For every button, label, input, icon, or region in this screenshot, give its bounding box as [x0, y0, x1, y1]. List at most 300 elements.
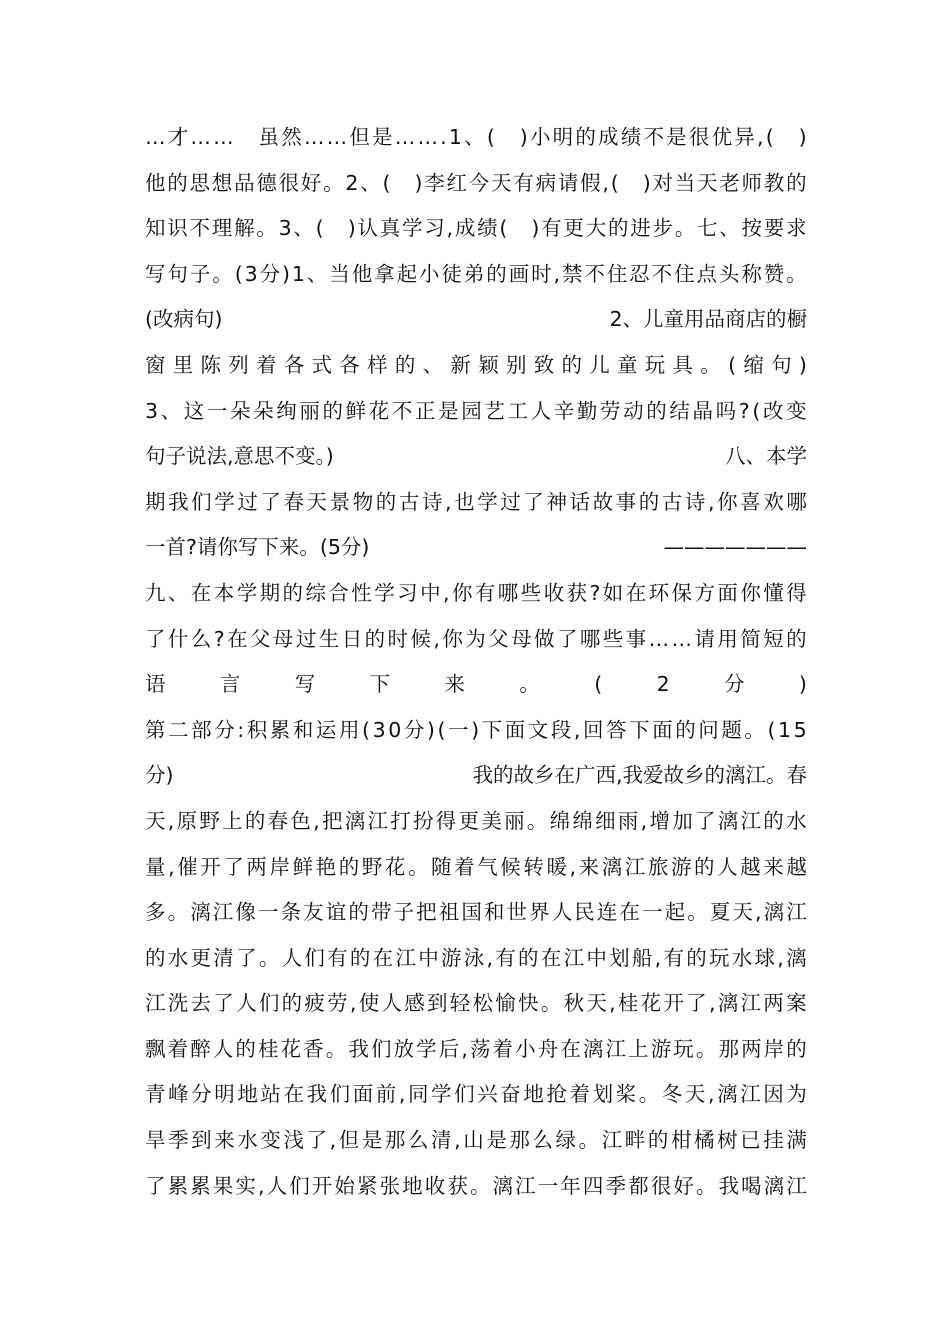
- text-char: 致: [533, 352, 555, 377]
- text-char: 品: [234, 170, 255, 195]
- text-char: 了: [236, 945, 257, 970]
- text-char: 着: [167, 1036, 189, 1061]
- text-char: 句: [167, 261, 188, 286]
- text-char: 江: [605, 1036, 626, 1061]
- text-char: 那: [718, 1036, 739, 1061]
- text-char: 艺: [484, 398, 505, 423]
- text-char: 旱: [145, 1128, 166, 1153]
- text-char: 江: [515, 1173, 536, 1198]
- text-char: ,: [756, 125, 764, 149]
- text-char: 地: [523, 1082, 544, 1107]
- text-char: 2: [345, 170, 359, 195]
- text-char: 江: [740, 808, 762, 833]
- text-line: [145, 161, 807, 207]
- text-char: 。: [695, 1173, 717, 1198]
- text-char: 江: [212, 900, 234, 925]
- text-char: 本: [213, 580, 235, 605]
- text-char: 他: [145, 170, 166, 195]
- text-char: 冬: [661, 1082, 683, 1107]
- text-char: 变: [260, 1128, 281, 1153]
- text-char: ,: [168, 854, 175, 879]
- text-char: 开: [663, 991, 684, 1016]
- text-char: 。: [526, 808, 548, 833]
- text-line: [145, 1027, 807, 1073]
- text-char: 住: [606, 261, 628, 286]
- text-char: 异: [734, 125, 755, 149]
- text-char: 面: [504, 717, 526, 742]
- text-char: 感: [404, 991, 425, 1016]
- text-char: 友: [303, 900, 324, 925]
- text-char: 物: [352, 489, 374, 514]
- text-char: 为: [786, 1082, 807, 1107]
- text-char: 、: [293, 216, 314, 241]
- text-char: 劳: [327, 991, 348, 1016]
- text-char: 水: [167, 945, 189, 970]
- text-char: 的: [561, 352, 582, 377]
- text-char: 园: [461, 398, 482, 423]
- text-segment: 句子说法,意思不变。): [145, 444, 334, 469]
- text-char: 言: [219, 672, 241, 697]
- text-char: 。: [786, 261, 807, 286]
- text-char: 解: [234, 216, 255, 241]
- text-char: 同: [407, 1082, 429, 1107]
- text-char: ,: [257, 1173, 265, 1198]
- text-char: 事: [615, 489, 637, 514]
- text-char: 花: [368, 398, 390, 423]
- text-char: 两: [741, 1036, 762, 1061]
- text-char: 后: [438, 1036, 460, 1061]
- text-char: [776, 115, 797, 161]
- text-char: 小: [419, 261, 440, 286]
- text-char: 绩: [477, 216, 498, 241]
- text-char: 去: [190, 991, 212, 1016]
- text-char: 大: [585, 216, 607, 241]
- text-char: 九: [145, 580, 166, 605]
- text-char: 童: [617, 352, 638, 377]
- text-char: 了: [556, 626, 578, 651]
- text-char: 那: [509, 1128, 530, 1153]
- text-char: …: [213, 125, 234, 149]
- text-char: 人: [266, 1173, 288, 1198]
- text-char: 认: [357, 216, 378, 241]
- text-char: 但: [349, 125, 370, 149]
- text-char: 简: [740, 626, 761, 651]
- text-char: 。: [407, 854, 429, 879]
- text-char: 民: [574, 900, 595, 925]
- text-char: 母: [272, 626, 294, 651]
- text-char: 明: [552, 125, 574, 149]
- text-char: 绵: [549, 808, 571, 833]
- text-char: 了: [145, 1173, 166, 1198]
- text-char: 要: [763, 216, 785, 241]
- text-char: 的: [646, 398, 667, 423]
- text-char: 综: [305, 580, 326, 605]
- text-char: 地: [402, 1173, 423, 1198]
- text-char: 的: [638, 489, 660, 514]
- text-char: 量: [145, 854, 166, 879]
- text-char: 勤: [576, 398, 598, 423]
- text-char: 些: [520, 580, 542, 605]
- text-char: 获: [566, 580, 588, 605]
- text-char: 都: [628, 1173, 649, 1198]
- text-segment: 一首?请你写下来。(5分): [145, 535, 370, 560]
- text-char: 岸: [269, 854, 290, 879]
- text-char: 父: [488, 626, 509, 651]
- text-char: 玩: [673, 1036, 694, 1061]
- text-char: 各: [283, 352, 305, 377]
- text-line: [145, 1118, 807, 1164]
- text-char: 当: [329, 261, 350, 286]
- text-char: 和: [292, 717, 314, 742]
- text-line: [145, 753, 807, 799]
- text-char: 生: [318, 626, 340, 651]
- text-char: 变: [786, 398, 807, 423]
- text-char: 话: [569, 489, 591, 514]
- text-char: 收: [543, 580, 565, 605]
- text-char: 学: [431, 1082, 452, 1107]
- text-char: 来: [444, 672, 465, 697]
- text-char: 候: [410, 626, 431, 651]
- text-char: ,: [313, 808, 320, 833]
- text-char: 色: [290, 808, 311, 833]
- text-char: 紧: [356, 1173, 378, 1198]
- text-char: 好: [300, 170, 322, 195]
- text-char: 的: [575, 125, 596, 149]
- text-char: 0: [388, 717, 402, 742]
- text-char: 旅: [647, 854, 669, 879]
- text-segment: 八、本学: [725, 444, 807, 469]
- text-char: (: [610, 170, 619, 195]
- text-char: 一: [448, 717, 469, 742]
- text-char: 船: [631, 945, 653, 970]
- text-line: [145, 252, 807, 298]
- text-char: 们: [289, 1173, 310, 1198]
- text-char: 春: [283, 489, 304, 514]
- text-char: 过: [295, 626, 317, 651]
- text-char: 分: [214, 717, 235, 742]
- text-char: 丽: [299, 398, 320, 423]
- text-char: 拿: [374, 261, 395, 286]
- text-char: 子: [189, 261, 211, 286]
- text-char: 缩: [743, 352, 764, 377]
- text-char: (: [382, 170, 391, 195]
- text-char: [620, 161, 641, 207]
- text-char: 求: [786, 216, 807, 241]
- text-char: 病: [535, 170, 557, 195]
- text-char: 花: [640, 991, 662, 1016]
- text-segment: 我的故乡在广西,我爱故乡的漓江。春: [472, 763, 807, 788]
- text-char: [236, 115, 257, 161]
- text-char: 积: [246, 717, 268, 742]
- text-char: 小: [529, 125, 551, 149]
- text-char: 点: [696, 261, 718, 286]
- text-char: 古: [398, 489, 420, 514]
- text-char: 划: [592, 1082, 614, 1107]
- text-char: 赞: [763, 261, 785, 286]
- text-char: 里: [172, 352, 194, 377]
- text-char: 朵: [253, 398, 274, 423]
- text-char: 中: [418, 945, 439, 970]
- text-char: 诗: [684, 489, 706, 514]
- text-char: 辛: [553, 398, 575, 423]
- text-char: 头: [718, 261, 740, 286]
- text-line: [145, 206, 807, 252]
- text-char: 虽: [258, 125, 280, 149]
- text-char: 在: [372, 945, 394, 970]
- text-char: 们: [191, 489, 212, 514]
- text-char: 。: [323, 170, 344, 195]
- text-char: 那: [384, 1128, 406, 1153]
- text-char: 人: [530, 398, 552, 423]
- text-char: 游: [650, 1036, 672, 1061]
- text-char: 称: [741, 261, 762, 286]
- text-char: 漓: [717, 808, 739, 833]
- text-char: 新: [450, 352, 471, 377]
- text-char: 晶: [692, 398, 714, 423]
- text-char: 时: [387, 626, 409, 651]
- text-char: (: [486, 125, 495, 149]
- text-char: 绩: [620, 125, 642, 149]
- text-char: 野: [361, 854, 383, 879]
- text-char: 打: [390, 808, 411, 833]
- text-char: 泳: [463, 945, 485, 970]
- text-char: 徒: [441, 261, 462, 286]
- text-char: 把: [321, 808, 343, 833]
- text-char: 。: [325, 1036, 347, 1061]
- text-char: 子: [393, 900, 415, 925]
- text-char: 两: [763, 991, 784, 1016]
- text-char: 我: [718, 1173, 739, 1198]
- text-char: 起: [664, 900, 686, 925]
- text-char: 用: [717, 626, 738, 651]
- text-char: 的: [763, 808, 784, 833]
- text-char: 句: [771, 352, 792, 377]
- text-char: 转: [523, 854, 544, 879]
- text-line: [145, 1164, 807, 1210]
- text-char: 。: [256, 216, 277, 241]
- text-char: …: [190, 125, 211, 149]
- text-char: ,: [708, 991, 716, 1016]
- text-char: ): [471, 717, 480, 742]
- text-char: ,: [433, 626, 440, 651]
- text-char: 3: [145, 398, 159, 423]
- text-char: 面: [352, 1082, 374, 1107]
- text-char: 有: [474, 580, 496, 605]
- text-char: 的: [364, 626, 386, 651]
- text-char: 桂: [257, 1036, 279, 1061]
- text-char: 的: [282, 580, 304, 605]
- text-char: 在: [625, 580, 647, 605]
- text-char: 的: [647, 1128, 669, 1153]
- text-char: 不: [643, 125, 664, 149]
- text-char: 使: [358, 991, 380, 1016]
- text-char: 合: [328, 580, 349, 605]
- text-char: 挂: [763, 1128, 784, 1153]
- text-char: [392, 161, 413, 207]
- text-char: 有: [327, 945, 348, 970]
- text-char: 懂: [763, 580, 784, 605]
- text-char: 飘: [145, 1036, 166, 1061]
- text-char: 天: [586, 991, 607, 1016]
- text-char: 1: [448, 125, 462, 149]
- text-char: 成: [454, 216, 476, 241]
- text-char: 天: [491, 170, 512, 195]
- text-char: (: [728, 352, 737, 377]
- text-char: 习: [397, 580, 418, 605]
- text-char: 江: [367, 808, 388, 833]
- text-char: 把: [416, 900, 437, 925]
- text-char: 。: [638, 1082, 660, 1107]
- text-char: 了: [145, 626, 166, 651]
- text-char: 有: [541, 216, 562, 241]
- text-char: 到: [426, 991, 448, 1016]
- text-char: 水: [731, 945, 753, 970]
- text-char: 答: [606, 717, 627, 742]
- text-char: 清: [431, 1128, 452, 1153]
- text-char: 式: [311, 352, 333, 377]
- text-char: 有: [513, 170, 534, 195]
- text-char: 柑: [670, 1128, 692, 1153]
- text-char: 水: [237, 1128, 258, 1153]
- text-char: (: [499, 216, 508, 241]
- text-char: 天: [732, 900, 753, 925]
- text-char: 。: [469, 1173, 491, 1198]
- text-char: 舟: [537, 1036, 559, 1061]
- text-char: 果: [212, 1173, 234, 1198]
- text-char: 是: [372, 125, 393, 149]
- text-char: 诗: [421, 489, 443, 514]
- text-char: 花: [280, 1036, 302, 1061]
- text-char: 江: [601, 1128, 623, 1153]
- text-char: 有: [495, 945, 516, 970]
- text-char: 原: [176, 808, 198, 833]
- text-char: 满: [786, 1128, 807, 1153]
- text-char: 用: [338, 717, 360, 742]
- text-char: 年: [560, 1173, 581, 1198]
- text-line: [145, 617, 807, 663]
- text-char: 红: [446, 170, 468, 195]
- text-char: 增: [649, 808, 670, 833]
- text-char: 么: [407, 1128, 429, 1153]
- text-char: 师: [741, 170, 763, 195]
- text-char: 我: [168, 489, 189, 514]
- text-char: 故: [592, 489, 614, 514]
- text-line: [145, 890, 807, 936]
- text-line: [145, 662, 807, 708]
- text-char: 为: [465, 626, 486, 651]
- text-char: 然: [281, 125, 302, 149]
- text-char: 识: [167, 216, 188, 241]
- text-segment: 分): [145, 763, 174, 788]
- text-char: 疲: [304, 991, 325, 1016]
- text-char: 来: [763, 854, 784, 879]
- text-char: 游: [670, 854, 692, 879]
- text-char: 问: [698, 717, 719, 742]
- text-char: 理: [211, 216, 233, 241]
- text-char: 劳: [600, 398, 621, 423]
- text-line: [145, 708, 807, 754]
- text-line: [145, 981, 807, 1027]
- text-char: ,: [486, 945, 494, 970]
- text-char: 候: [500, 854, 521, 879]
- text-char: 过: [500, 489, 521, 514]
- text-char: 哪: [497, 580, 519, 605]
- text-char: 按: [741, 216, 763, 241]
- text-char: 母: [511, 626, 532, 651]
- text-char: 、: [167, 580, 189, 605]
- text-char: 很: [278, 170, 300, 195]
- text-char: 的: [235, 1036, 256, 1061]
- text-char: 岸: [763, 1036, 785, 1061]
- text-char: 当: [674, 170, 696, 195]
- text-char: 中: [420, 580, 441, 605]
- text-char: 奋: [500, 1082, 521, 1107]
- text-char: 下: [481, 717, 503, 742]
- text-char: 2: [656, 672, 670, 697]
- text-char: 面: [652, 717, 673, 742]
- text-char: 们: [370, 1036, 392, 1061]
- text-char: 1: [778, 717, 792, 742]
- text-char: 季: [168, 1128, 189, 1153]
- text-char: …: [145, 125, 166, 149]
- text-char: 洗: [167, 991, 189, 1016]
- text-char: ): [414, 170, 423, 195]
- text-char: ,: [602, 170, 609, 195]
- text-char: 二: [168, 717, 189, 742]
- text-char: …: [326, 125, 348, 149]
- text-char: ): [519, 125, 528, 149]
- text-segment: ———————: [663, 535, 807, 560]
- text-char: ?: [738, 398, 750, 423]
- text-char: 也: [454, 489, 475, 514]
- text-char: …: [417, 125, 438, 149]
- text-char: 不: [391, 398, 413, 423]
- text-char: 春: [267, 808, 289, 833]
- text-char: 结: [669, 398, 690, 423]
- text-char: 漓: [763, 900, 785, 925]
- text-char: 江: [786, 1173, 807, 1198]
- text-line: [145, 571, 807, 617]
- text-line: [145, 480, 807, 526]
- text-char: 人: [717, 854, 738, 879]
- text-char: 江: [786, 900, 807, 925]
- text-char: 界: [529, 900, 550, 925]
- text-char: (: [315, 216, 324, 241]
- text-char: 获: [447, 1173, 468, 1198]
- text-char: 今: [468, 170, 490, 195]
- text-char: 是: [486, 1128, 507, 1153]
- text-char: 站: [260, 1082, 281, 1107]
- text-char: (: [752, 398, 761, 423]
- text-char: 了: [223, 854, 244, 879]
- text-char: ): [531, 216, 540, 241]
- text-char: 下: [629, 717, 650, 742]
- text-char: 人: [281, 945, 303, 970]
- text-char: 写: [294, 672, 316, 697]
- text-char: 着: [256, 352, 277, 377]
- text-char: 带: [370, 900, 392, 925]
- text-char: 前: [375, 1082, 397, 1107]
- text-char: 。: [258, 945, 280, 970]
- text-char: 的: [375, 489, 397, 514]
- text-char: 。: [674, 216, 696, 241]
- text-char: 窗: [145, 352, 166, 377]
- text-char: 的: [786, 170, 807, 195]
- text-char: 因: [763, 1082, 784, 1107]
- text-char: 分: [259, 261, 281, 286]
- text-char: 的: [518, 945, 539, 970]
- text-char: 兴: [477, 1082, 498, 1107]
